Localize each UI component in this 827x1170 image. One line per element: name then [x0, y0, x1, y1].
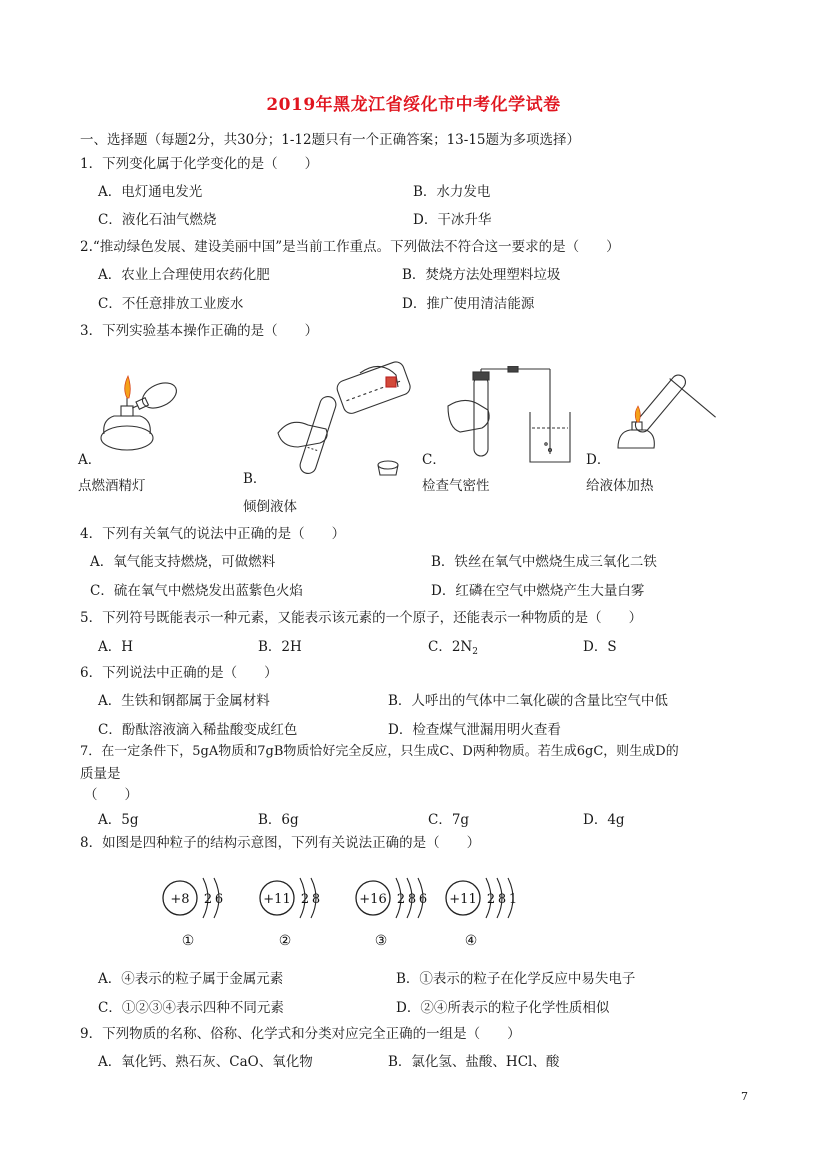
electron-count: 8: [311, 892, 321, 907]
q2-option-a: A．农业上合理使用农药化肥: [98, 267, 270, 283]
q4-option-b: B．铁丝在氧气中燃烧生成三氧化二铁: [431, 554, 657, 570]
q4-option-c: C．硫在氧气中燃烧发出蓝紫色火焰: [90, 583, 303, 599]
nucleus-charge: +11: [449, 892, 477, 907]
electron-count: 2: [486, 892, 496, 907]
q6-option-d: D．检查煤气泄漏用明火查看: [388, 722, 561, 738]
q7-option-b: B．6g: [258, 812, 299, 828]
q4-option-d: D．红磷在空气中燃烧产生大量白雾: [431, 583, 645, 599]
q8-option-d: D．②④所表示的粒子化学性质相似: [396, 1000, 610, 1016]
particle-diagram: [163, 878, 223, 949]
q4-option-a: A．氧气能支持燃烧，可做燃料: [90, 554, 276, 570]
q6-option-c: C．酚酞溶液滴入稀盐酸变成红色: [98, 722, 298, 738]
q2-option-b: B．焚烧方法处理塑料垃圾: [402, 267, 561, 283]
particle-diagram: [446, 878, 517, 949]
q7-option-d: D．4g: [583, 812, 625, 828]
nucleus-charge: +16: [359, 892, 387, 907]
electron-count: 1: [508, 892, 518, 907]
q8-option-c: C．①②③④表示四种不同元素: [98, 1000, 284, 1016]
heating-liquid-figure: [608, 368, 718, 463]
q3-option-b-letter: B．: [243, 471, 267, 487]
question-9-stem: 9．下列物质的名称、俗称、化学式和分类对应完全正确的一组是（ ）: [80, 1026, 521, 1042]
section-heading: 一、选择题（每题2分，共30分；1-12题只有一个正确答案；13-15题为多项选择）: [80, 132, 581, 148]
q3-option-a-caption: 点燃酒精灯: [78, 478, 146, 494]
q7-option-a: A．5g: [98, 812, 139, 828]
q8-option-a: A．④表示的粒子属于金属元素: [98, 971, 284, 987]
q5-option-b: B．2H: [258, 639, 302, 655]
q6-option-b: B．人呼出的气体中二氧化碳的含量比空气中低: [388, 693, 668, 709]
q6-option-a: A．生铁和钢都属于金属材料: [98, 693, 270, 709]
pouring-liquid-figure: [268, 355, 418, 485]
particle-diagram: [356, 878, 427, 949]
electron-count: 6: [418, 892, 428, 907]
electron-count: 2: [396, 892, 406, 907]
airtightness-check-figure: [442, 366, 582, 466]
particle-label: ②: [278, 933, 292, 949]
electron-count: 6: [214, 892, 224, 907]
question-7-stem-cont: 质量是: [80, 766, 121, 782]
nucleus-charge: +8: [170, 892, 190, 907]
q3-option-c-letter: C．: [422, 452, 446, 468]
question-8-stem: 8．如图是四种粒子的结构示意图，下列有关说法正确的是（ ）: [80, 835, 481, 851]
particle-label: ④: [464, 933, 478, 949]
question-5-stem: 5．下列符号既能表示一种元素，又能表示该元素的一个原子，还能表示一种物质的是（ ）: [80, 610, 643, 626]
electron-count: 8: [497, 892, 507, 907]
question-1-stem: 1．下列变化属于化学变化的是（ ）: [80, 156, 319, 172]
q3-option-d-letter: D．: [586, 452, 611, 468]
q3-option-d-caption: 给液体加热: [586, 478, 654, 494]
q1-option-a: A．电灯通电发光: [98, 184, 203, 200]
nucleus-charge: +11: [263, 892, 291, 907]
q2-option-d: D．推广使用清洁能源: [402, 296, 535, 312]
particle-diagram: [260, 878, 320, 949]
question-2-stem: 2.“推动绿色发展、建设美丽中国”是当前工作重点。下列做法不符合这一要求的是（ ）: [80, 239, 620, 255]
q1-option-d: D．干冰升华: [413, 212, 492, 228]
page-number: 7: [741, 1090, 748, 1103]
q9-option-b: B．氯化氢、盐酸、HCl、酸: [388, 1054, 560, 1070]
q1-option-b: B．水力发电: [413, 184, 491, 200]
question-4-stem: 4．下列有关氧气的说法中正确的是（ ）: [80, 526, 346, 542]
question-6-stem: 6．下列说法中正确的是（ ）: [80, 665, 278, 681]
question-3-stem: 3．下列实验基本操作正确的是（ ）: [80, 323, 319, 339]
q3-option-a-letter: A．: [78, 452, 102, 468]
q8-option-b: B．①表示的粒子在化学反应中易失电子: [396, 971, 636, 987]
particle-label: ③: [374, 933, 388, 949]
atomic-structure-diagram: [150, 858, 530, 958]
q5-option-a: A．H: [98, 639, 134, 655]
question-7-paren: （ ）: [84, 787, 138, 803]
q3-option-b-caption: 倾倒液体: [243, 499, 297, 515]
alcohol-lamp-figure: [92, 368, 192, 458]
question-7-stem: 7．在一定条件下，5gA物质和7gB物质恰好完全反应，只生成C、D两种物质。若生成6gC，则生成D的: [80, 744, 679, 759]
q1-option-c: C．液化石油气燃烧: [98, 212, 217, 228]
q5-option-d: D．S: [583, 639, 617, 655]
electron-count: 8: [407, 892, 417, 907]
electron-count: 2: [300, 892, 310, 907]
q2-option-c: C．不任意排放工业废水: [98, 296, 244, 312]
q5-option-c: C．$2N_2$: [428, 639, 478, 657]
page-title: 2019年黑龙江省绥化市中考化学试卷: [266, 95, 561, 115]
q7-option-c: C．7g: [428, 812, 470, 828]
q3-option-c-caption: 检查气密性: [422, 478, 490, 494]
particle-label: ①: [181, 933, 195, 949]
electron-count: 2: [203, 892, 213, 907]
q9-option-a: A．氧化钙、熟石灰、CaO、氧化物: [98, 1054, 313, 1070]
